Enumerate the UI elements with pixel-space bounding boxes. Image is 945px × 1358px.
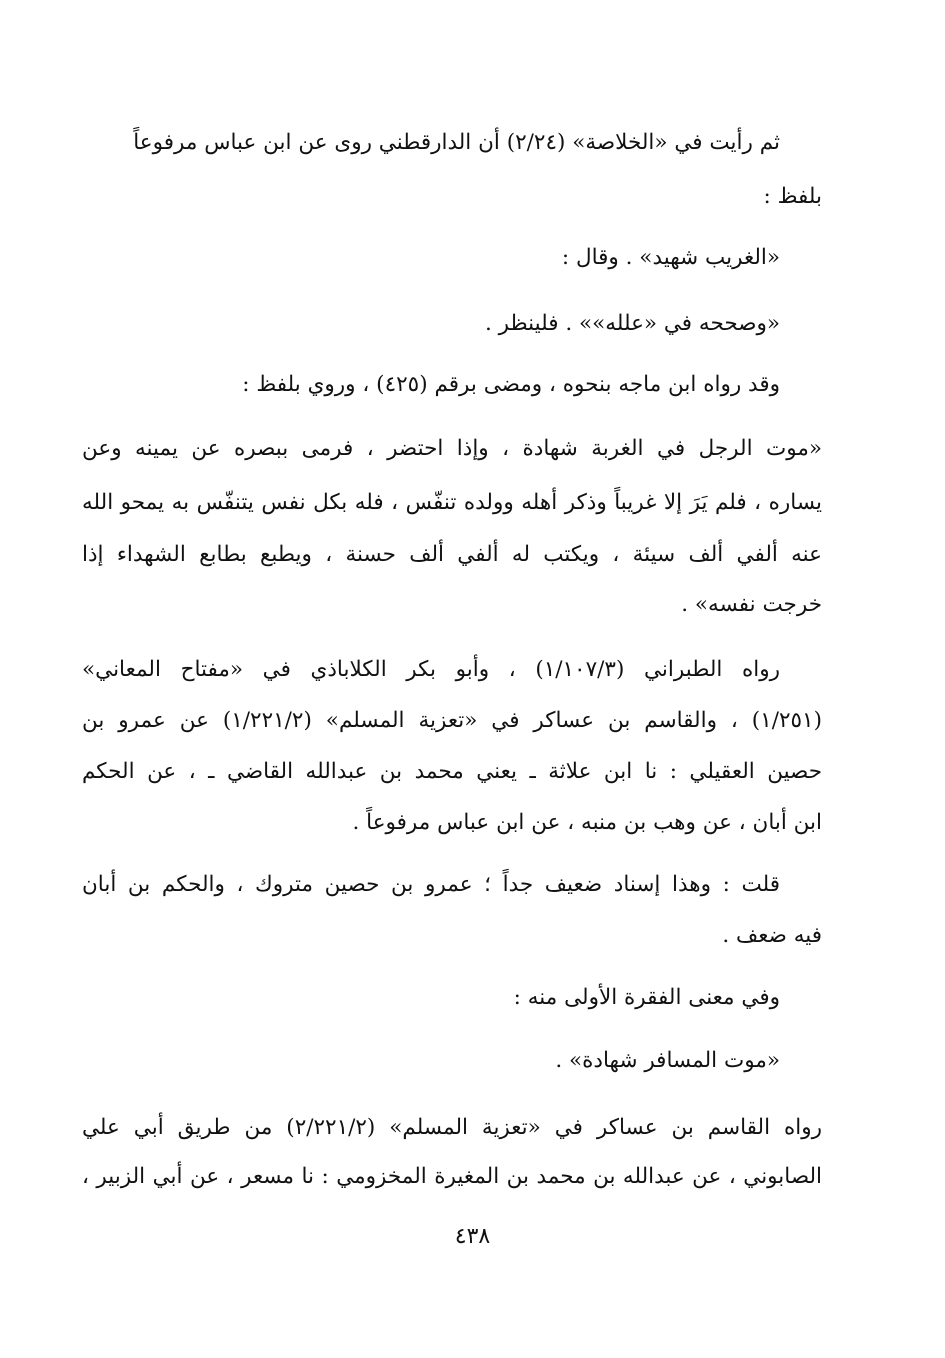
comment-line: فيه ضعف . — [722, 923, 822, 948]
quote-line: «موت المسافر شهادة» . — [555, 1048, 780, 1073]
hadith-line: عنه ألفي ألف سيئة ، ويكتب له ألفي ألف حسنة ، ويطبع بطابع الشهداء إذا — [82, 542, 822, 567]
page-number: ٤٣٨ — [454, 1224, 491, 1249]
text-line: وفي معنى الفقرة الأولى منه : — [513, 985, 780, 1010]
hadith-line: «موت الرجل في الغربة شهادة ، وإذا احتضر ، فرمى ببصره عن يمينه وعن — [82, 436, 822, 461]
takhrij-line: رواه الطبراني (١/١٠٧/٣) ، وأبو بكر الكلاباذي في «مفتاح المعاني» — [82, 657, 781, 682]
quote-line: «الغريب شهيد» . وقال : — [561, 245, 780, 270]
quote-line: «وصححه في «علله»» . فلينظر . — [484, 311, 780, 336]
hadith-line: خرجت نفسه» . — [681, 592, 822, 617]
hadith-line: يساره ، فلم يَرَ إلا غريباً وذكر أهله وولده تنفّس ، فله بكل نفس يتنفّس به يمحو الله — [82, 490, 822, 515]
text-line: بلفظ : — [763, 184, 822, 209]
text-line: وقد رواه ابن ماجه بنحوه ، ومضى برقم (٤٢٥) ، وروي بلفظ : — [242, 372, 780, 397]
comment-line: قلت : وهذا إسناد ضعيف جداً ؛ عمرو بن حصين متروك ، والحكم بن أبان — [82, 872, 780, 897]
text-line: ثم رأيت في «الخلاصة» (٢/٢٤) أن الدارقطني روى عن ابن عباس مرفوعاً — [133, 130, 780, 155]
takhrij-line: رواه القاسم بن عساكر في «تعزية المسلم» (٢/٢٢١/٢) من طريق أبي علي — [82, 1115, 822, 1140]
takhrij-line: ابن أبان ، عن وهب بن منبه ، عن ابن عباس مرفوعاً . — [352, 810, 822, 835]
takhrij-line: حصين العقيلي : نا ابن علاثة ـ يعني محمد بن عبدالله القاضي ـ ، عن الحكم — [82, 759, 822, 784]
takhrij-line: (١/٢٥١) ، والقاسم بن عساكر في «تعزية المسلم» (١/٢٢١/٢) عن عمرو بن — [82, 708, 822, 733]
takhrij-line: الصابوني ، عن عبدالله بن محمد بن المغيرة المخزومي : نا مسعر ، عن أبي الزبير ، — [82, 1164, 822, 1189]
